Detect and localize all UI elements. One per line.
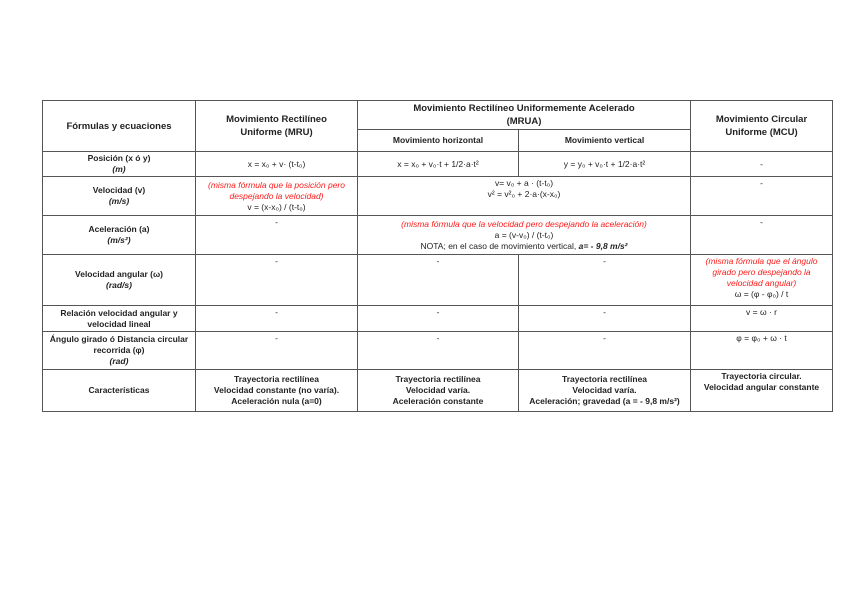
row-relacion [43,306,833,332]
cell-mru: x = x₀ + v· (t-t₀) [196,152,358,177]
row-label: Velocidad angular (ω) (rad/s) [43,255,196,306]
cell-mrua-h: Trayectoria rectilínea Velocidad varía. Aceleración constante [358,370,519,412]
cell-mcu: - [691,216,833,255]
cell-mru: - [196,306,358,332]
cell-mrua-h: x = x₀ + v₀·t + 1/2·a·t² [358,152,519,177]
header-mru: Movimiento Rectilíneo Uniforme (MRU) [196,101,358,152]
cell-mrua-v: - [519,255,691,306]
cell-mrua: v= v₀ + a · (t-t₀) v² = v²₀ + 2·a·(x-x₀) [358,177,691,216]
row-velocidad-angular [43,255,833,306]
row-posicion [43,152,833,177]
cell-mru: - [196,255,358,306]
cell-mrua: (misma fórmula que la velocidad pero despejando la aceleración) a = (v-v₀) / (t-t₀) NOTA; en el caso de movimiento vertical, a= - 9,8 m/s² [358,216,691,255]
row-label: Velocidad (v) (m/s) [43,177,196,216]
cell-mrua-v: y = y₀ + v₀·t + 1/2·a·t² [519,152,691,177]
cell-mru: (misma fórmula que la posición pero despejando la velocidad) v = (x-x₀) / (t-t₀) [196,177,358,216]
cell-mcu: v = ω · r [691,306,833,332]
header-mrua-vertical: Movimiento vertical [519,130,691,152]
formulas-table [42,100,833,412]
cell-mcu: (misma fórmula que el ángulo girado pero despejando la velocidad angular) ω = (φ - φ₀) / t [691,255,833,306]
cell-mrua-v: - [519,332,691,370]
row-label: Ángulo girado ó Distancia circular recorrida (φ) (rad) [43,332,196,370]
header-mcu: Movimiento Circular Uniforme (MCU) [691,101,833,152]
row-label: Aceleración (a) (m/s²) [43,216,196,255]
row-caracteristicas [43,370,833,412]
row-angulo [43,332,833,370]
row-label: Características [43,370,196,412]
cell-mru: - [196,332,358,370]
row-aceleracion [43,216,833,255]
cell-mrua-v: - [519,306,691,332]
row-label: Posición (x ó y) (m) [43,152,196,177]
cell-mcu: φ = φ₀ + ω · t [691,332,833,370]
header-mrua: Movimiento Rectilíneo Uniformemente Acelerado (MRUA) [358,101,691,130]
cell-mcu: - [691,177,833,216]
cell-mru: - [196,216,358,255]
cell-mrua-h: - [358,255,519,306]
cell-mru: Trayectoria rectilínea Velocidad constante (no varía). Aceleración nula (a=0) [196,370,358,412]
cell-mrua-h: - [358,332,519,370]
cell-mrua-h: - [358,306,519,332]
cell-mrua-v: Trayectoria rectilínea Velocidad varía. Aceleración; gravedad (a = - 9,8 m/s²) [519,370,691,412]
cell-mcu: - [691,152,833,177]
row-label: Relación velocidad angular y velocidad lineal [43,306,196,332]
header-mrua-horizontal: Movimiento horizontal [358,130,519,152]
cell-mcu: Trayectoria circular. Velocidad angular constante [691,370,833,412]
row-velocidad [43,177,833,216]
header-formulas: Fórmulas y ecuaciones [43,101,196,152]
